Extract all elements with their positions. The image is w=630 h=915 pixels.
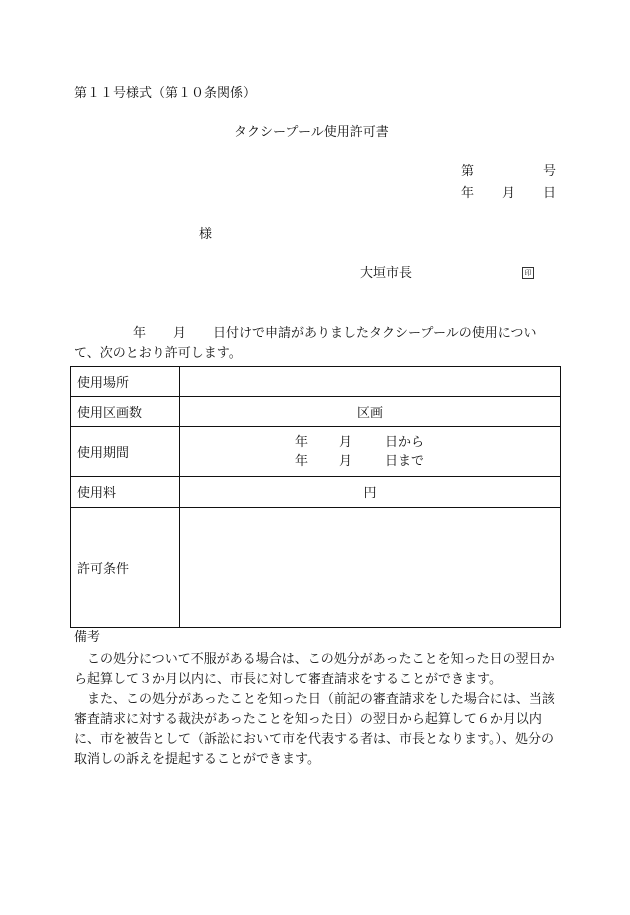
period-to-year: 年 bbox=[295, 453, 309, 469]
fee-unit: 円 bbox=[180, 477, 561, 507]
period-to bbox=[186, 452, 554, 471]
table-row-conditions bbox=[71, 507, 561, 627]
period-value bbox=[180, 427, 561, 477]
doc-date-day: 日 bbox=[543, 186, 557, 201]
remarks-text-1: この処分について不服がある場合は、この処分があったことを知った日の翌日から起算して３か月以内に、市長に対して審査請求をすることができます。 bbox=[74, 652, 555, 687]
document-title: タクシープール使用許可書 bbox=[234, 125, 389, 140]
sections-unit: 区画 bbox=[180, 397, 561, 427]
body-text-line1: 日付けで申請がありましたタクシープールの使用につい bbox=[213, 326, 537, 341]
place-value bbox=[180, 367, 561, 397]
table-row-fee bbox=[71, 477, 561, 507]
permit-table bbox=[70, 366, 561, 628]
period-from-day: 日から bbox=[385, 434, 425, 450]
remarks-text-2: また、この処分があったことを知った日（前記の審査請求をした場合には、当該審査請求に対する裁決があったことを知った日）の翌日から起算して６か月以内に、市を被告として（訴訟において市を代表する者は、市長となります。）、処分の取消しの訴えを提起することができます。 bbox=[74, 692, 555, 767]
remarks-heading: 備考 bbox=[74, 630, 101, 645]
table-row-period bbox=[71, 427, 561, 477]
body-year: 年 bbox=[133, 326, 147, 341]
table-row-place bbox=[71, 367, 561, 397]
period-to-month: 月 bbox=[339, 453, 353, 469]
remarks-paragraph-2 bbox=[74, 690, 564, 770]
period-from-month: 月 bbox=[339, 434, 353, 450]
conditions-label: 許可条件 bbox=[71, 507, 180, 627]
issuer-name: 大垣市長 bbox=[360, 266, 413, 281]
body-text-line2: て、次のとおり許可します。 bbox=[74, 346, 242, 361]
place-label: 使用場所 bbox=[71, 367, 180, 397]
doc-number-suffix: 号 bbox=[543, 164, 557, 179]
form-number: 第１１号様式（第１０条関係） bbox=[74, 86, 257, 101]
period-from-year: 年 bbox=[295, 434, 309, 450]
table-row-sections bbox=[71, 397, 561, 427]
remarks-paragraph-1 bbox=[74, 650, 564, 690]
fee-label: 使用料 bbox=[71, 477, 180, 507]
doc-date-month: 月 bbox=[502, 186, 516, 201]
conditions-value bbox=[180, 507, 561, 627]
doc-number-prefix: 第 bbox=[461, 164, 475, 179]
sections-label: 使用区画数 bbox=[71, 397, 180, 427]
seal-mark: 印 bbox=[522, 267, 534, 279]
addressee-suffix: 様 bbox=[199, 227, 213, 242]
doc-date-year: 年 bbox=[461, 186, 475, 201]
body-month: 月 bbox=[173, 326, 187, 341]
period-from bbox=[186, 433, 554, 452]
period-to-day: 日まで bbox=[385, 453, 425, 469]
period-label: 使用期間 bbox=[71, 427, 180, 477]
